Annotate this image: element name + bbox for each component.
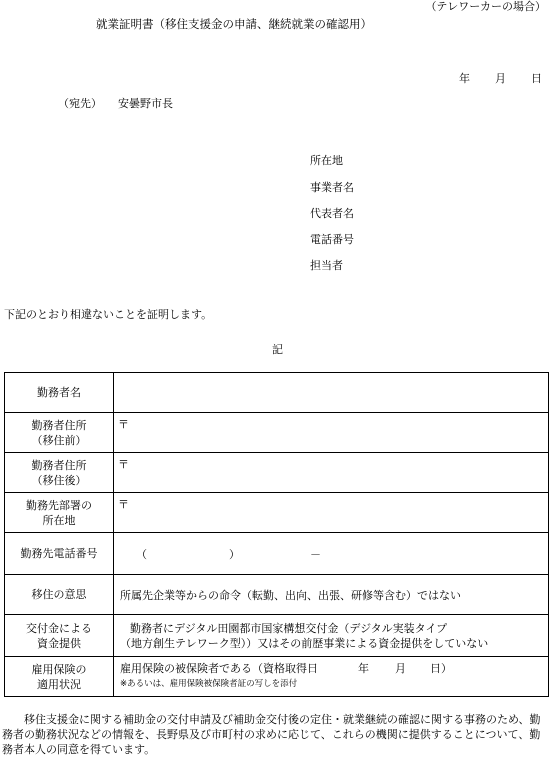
date-line <box>459 70 542 86</box>
row-department-address <box>5 493 549 533</box>
office-phone-label: 勤務先電話番号 <box>5 533 114 575</box>
phone-paren-close: ） <box>229 547 240 561</box>
row-address-after <box>5 453 549 493</box>
postal-mark: 〒 <box>118 418 129 431</box>
insurance-day: 日） <box>430 662 452 675</box>
address-before-label-line2: （移住前） <box>31 433 87 447</box>
address-after-label-line2: （移住後） <box>31 473 87 487</box>
insurance-note: ※あるいは、雇用保険被保険者証の写しを添付 <box>120 679 298 689</box>
relocation-intent-label: 移住の意思 <box>5 575 114 615</box>
addressee-label: （宛先） <box>58 97 102 110</box>
date-day: 日 <box>531 72 542 85</box>
postal-mark: 〒 <box>118 458 129 471</box>
worker-name-field[interactable] <box>114 373 549 413</box>
address-before-label-line1: 勤務者住所 <box>31 418 87 432</box>
department-address-field[interactable] <box>114 493 549 533</box>
grant-funding-text-line2: （地方創生テレワーク型））又はその前歴事業による資金提供をしていない <box>120 636 489 650</box>
phone-dash: － <box>310 547 321 561</box>
employer-address-label: 所在地 <box>310 154 343 167</box>
address-before-label <box>5 413 114 453</box>
employment-insurance-label-line2: 適用状況 <box>37 677 81 691</box>
date-year: 年 <box>459 72 470 85</box>
address-after-label-line1: 勤務者住所 <box>31 458 87 472</box>
employer-phone-label: 電話番号 <box>310 233 354 246</box>
ki-heading: 記 <box>272 343 283 356</box>
row-address-before <box>5 413 549 453</box>
office-phone-field[interactable] <box>114 533 549 575</box>
employment-insurance-label-line1: 雇用保険の <box>31 662 87 676</box>
employer-representative-label: 代表者名 <box>310 207 354 220</box>
document-title: 就業証明書（移住支援金の申請、継続就業の確認用） <box>96 17 372 31</box>
row-relocation-intent <box>5 575 549 615</box>
employment-insurance-field[interactable] <box>114 657 549 697</box>
addressee <box>58 95 173 111</box>
insurance-year: 年 <box>358 662 369 675</box>
address-after-field[interactable] <box>114 453 549 493</box>
addressee-name: 安曇野市長 <box>118 97 173 110</box>
row-worker-name <box>5 373 549 413</box>
employer-contact-label: 担当者 <box>310 259 343 272</box>
grant-funding-text <box>114 615 549 657</box>
grant-funding-label-line1: 交付金による <box>26 621 92 635</box>
department-address-label <box>5 493 114 533</box>
certificate-table <box>4 372 549 697</box>
grant-funding-label <box>5 615 114 657</box>
employment-insurance-text: 雇用保険の被保険者である（資格取得日 <box>120 662 318 675</box>
row-grant-funding <box>5 615 549 657</box>
address-after-label <box>5 453 114 493</box>
row-employment-insurance <box>5 657 549 697</box>
teleworker-note: （テレワーカーの場合） <box>425 0 546 13</box>
phone-paren-open: （ <box>136 547 147 561</box>
department-address-label-line1: 勤務先部署の <box>26 498 92 512</box>
relocation-intent-text: 所属先企業等からの命令（転勤、出向、出張、研修等含む）ではない <box>114 575 549 615</box>
postal-mark: 〒 <box>118 498 129 511</box>
row-office-phone <box>5 533 549 575</box>
worker-name-label: 勤務者名 <box>5 373 114 413</box>
employer-company-label: 事業者名 <box>310 181 354 194</box>
certification-statement: 下記のとおり相違ないことを証明します。 <box>4 308 213 321</box>
grant-funding-text-line1: 勤務者にデジタル田園都市国家構想交付金（デジタル実装タイプ <box>130 621 448 635</box>
date-month: 月 <box>495 72 506 85</box>
address-before-field[interactable] <box>114 413 549 453</box>
grant-funding-label-line2: 資金提供 <box>37 636 81 650</box>
employment-insurance-line <box>120 662 548 676</box>
employment-insurance-label <box>5 657 114 697</box>
department-address-label-line2: 所在地 <box>42 513 76 527</box>
consent-note: 移住支援金に関する補助金の交付申請及び補助金交付後の定住・就業継続の確認に関する事務のため、勤務者の勤務状況などの情報を、長野県及び市町村の求めに応じて、これらの機関に提供することについて、勤務者本人の同意を得ています。 <box>2 713 541 756</box>
insurance-month: 月 <box>395 662 406 675</box>
